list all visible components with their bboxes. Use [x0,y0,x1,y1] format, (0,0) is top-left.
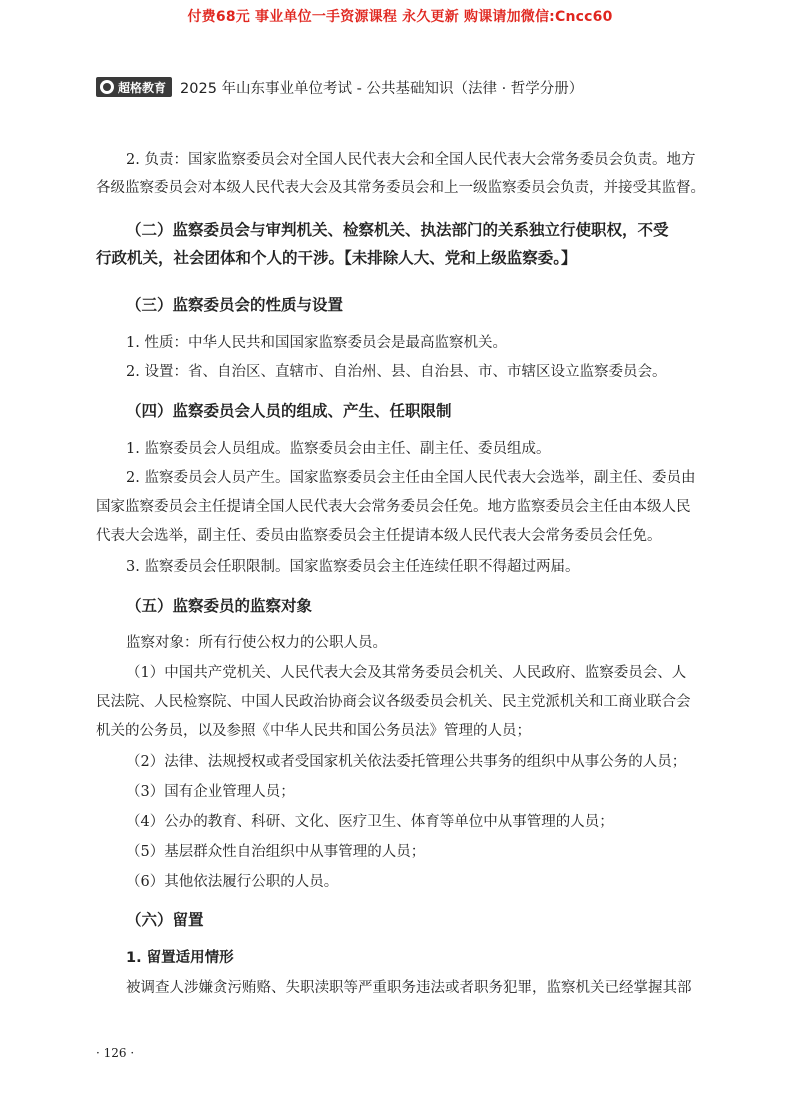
section-heading-5: （五）监察委员的监察对象 [126,597,313,615]
section-heading-2: （二）监察委员会与审判机关、检察机关、执法部门的关系独立行使职权，不受 [126,221,669,239]
section-heading-6: （六）留置 [126,911,204,929]
list-item: （6）其他依法履行公职的人员。 [126,874,339,890]
header-title: 2025 年山东事业单位考试 - 公共基础知识（法律 · 哲学分册） [180,80,584,97]
list-item: （1）中国共产党机关、人民代表大会及其常务委员会机关、人民政府、监察委员会、人 [126,665,687,681]
watermark-banner: 付费68元 事业单位一手资源课程 永久更新 购课请加微信:Cncc60 [187,9,613,25]
paragraph-line: 代表大会选举，副主任、委员由监察委员会主任提请本级人民代表大会常务委员会任免。 [96,528,662,544]
paragraph-line: 1. 性质：中华人民共和国国家监察委员会是最高监察机关。 [126,335,507,351]
paragraph-line: 国家监察委员会主任提请全国人民代表大会常务委员会任免。地方监察委员会主任由本级人民 [96,499,691,515]
page-number: · 126 · [96,1046,135,1060]
list-item: （5）基层群众性自治组织中从事管理的人员； [126,844,426,860]
section-heading-3: （三）监察委员会的性质与设置 [126,296,344,314]
page-header [96,76,583,98]
section-heading-4: （四）监察委员会人员的组成、产生、任职限制 [126,402,452,420]
list-item: （3）国有企业管理人员； [126,784,295,800]
list-item: （4）公办的教育、科研、文化、医疗卫生、体育等单位中从事管理的人员； [126,814,614,830]
paragraph-line: 2. 监察委员会人员产生。国家监察委员会主任由全国人民代表大会选举，副主任、委员由 [126,470,696,486]
subheading: 1. 留置适用情形 [126,950,234,966]
list-item-cont: 民法院、人民检察院、中国人民政治协商会议各级委员会机关、民主党派机关和工商业联合会 [96,694,691,710]
paragraph-line: 3. 监察委员会任职限制。国家监察委员会主任连续任职不得超过两届。 [126,559,580,575]
logo-text: 超格教育 [118,80,167,95]
paragraph-line: 2. 设置：省、自治区、直辖市、自治州、县、自治县、市、市辖区设立监察委员会。 [126,364,667,380]
section-heading-2-cont: 行政机关，社会团体和个人的干涉。【未排除人大、党和上级监察委。】 [96,249,577,267]
paragraph-line: 监察对象：所有行使公权力的公职人员。 [126,635,387,651]
paragraph-line: 各级监察委员会对本级人民代表大会及其常务委员会和上一级监察委员会负责，并接受其监督。 [96,180,705,196]
paragraph-line: 2. 负责：国家监察委员会对全国人民代表大会和全国人民代表大会常务委员会负责。地方 [126,152,696,168]
logo-icon [100,80,114,94]
list-item: （2）法律、法规授权或者受国家机关依法委托管理公共事务的组织中从事公务的人员； [126,754,687,770]
list-item-cont: 机关的公务员，以及参照《中华人民共和国公务员法》管理的人员； [96,723,531,739]
publisher-logo [96,77,172,97]
paragraph-line: 1. 监察委员会人员组成。监察委员会由主任、副主任、委员组成。 [126,441,551,457]
paragraph-line: 被调查人涉嫌贪污贿赂、失职渎职等严重职务违法或者职务犯罪，监察机关已经掌握其部 [126,980,692,996]
